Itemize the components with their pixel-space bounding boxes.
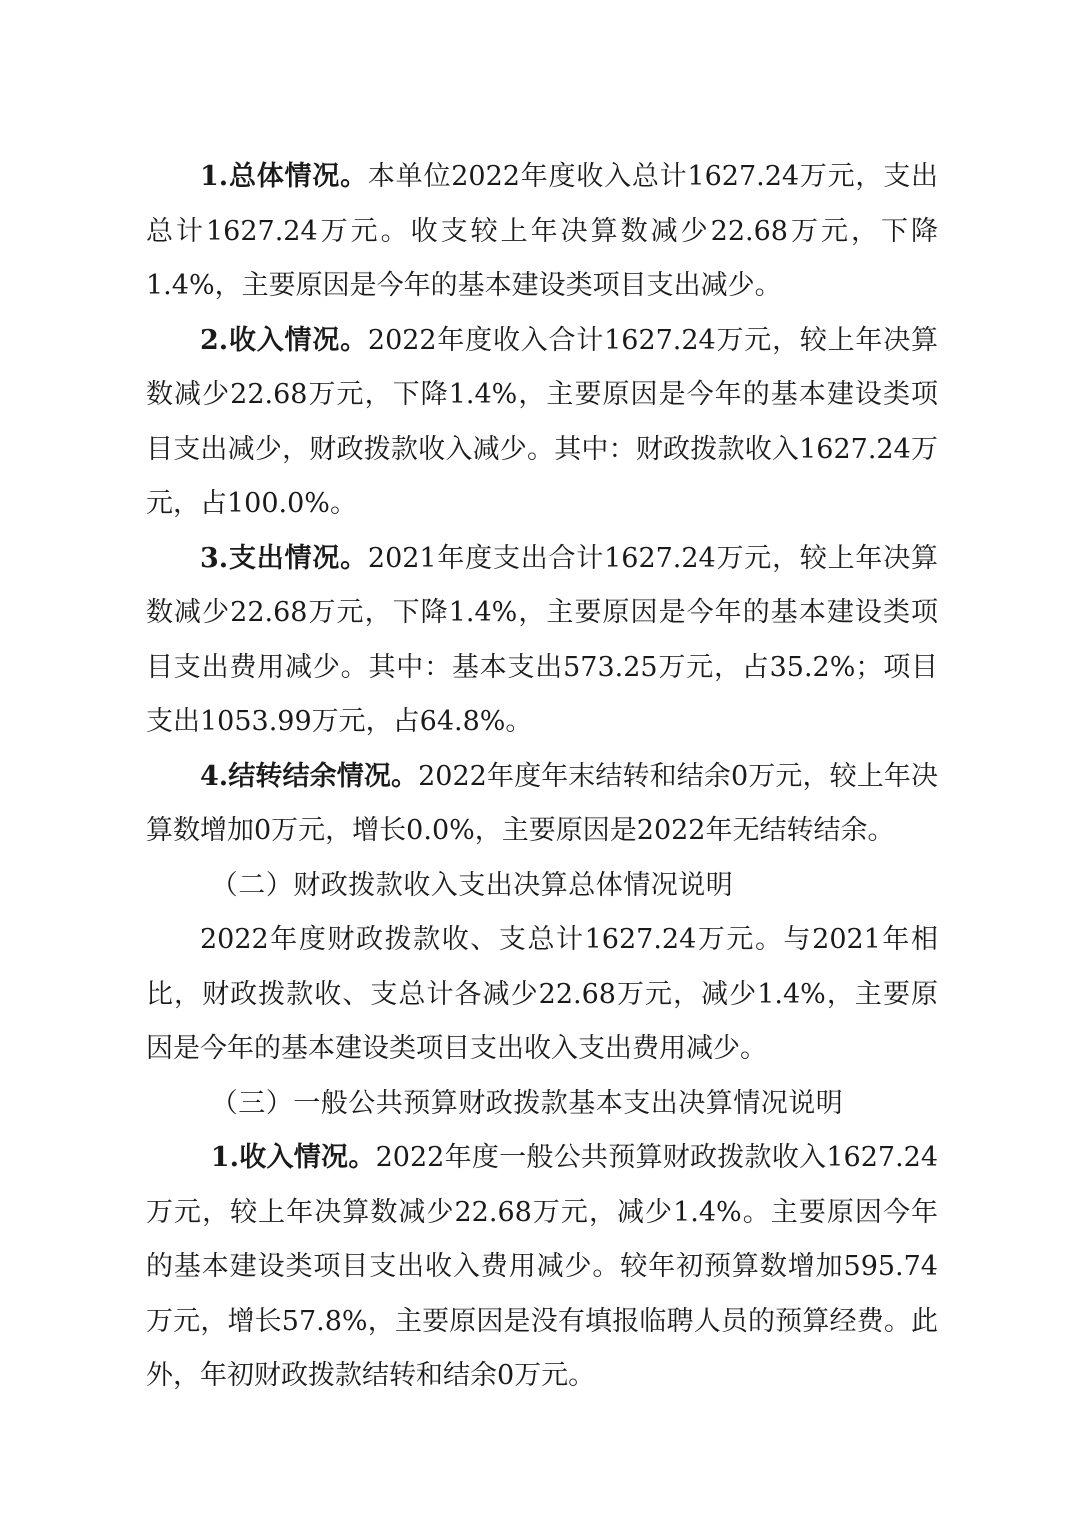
paragraph-text: 本单位2022年度收入总计1627.24万元，支出总计1627.24万元。收支较上年决算数减少22.68万元，下降1.4%，主要原因是今年的基本建设类项目支出减少。: [146, 161, 938, 301]
paragraph-text: 2022年度一般公共预算财政拨款收入1627.24万元，较上年决算数减少22.68万元，减少1.4%。主要原因今年的基本建设类项目支出收入费用减少。较年初预算数增加595.74万元，增长57.8%，主要原因是没有填报临聘人员的预算经费。此外，年初财政拨款结转和结余0万元。: [146, 1142, 939, 1391]
paragraph-income: [146, 314, 938, 532]
paragraph-general-budget-income: [146, 1131, 938, 1404]
document-page: [146, 150, 938, 1404]
paragraph-text: 2022年度年末结转和结余0万元，较上年决算数增加0万元，增长0.0%，主要原因是2022年无结转结余。: [146, 760, 939, 846]
paragraph-overall: [146, 150, 938, 314]
paragraph-text: 2022年度财政拨款收、支总计1627.24万元。与2021年相比，财政拨款收、支总计各减少22.68万元，减少1.4%，主要原因是今年的基本建设类项目支出收入支出费用减少。: [146, 924, 938, 1064]
paragraph-fiscal-overall: [146, 913, 938, 1077]
paragraph-text: 2022年度收入合计1627.24万元，较上年决算数减少22.68万元，下降1.4%，主要原因是今年的基本建设类项目支出减少，财政拨款收入减少。其中：财政拨款收入1627.24万元，占100.0%。: [146, 324, 938, 519]
paragraph-lead: 2.收入情况。: [200, 324, 368, 356]
paragraph-lead: 3.支出情况。: [200, 542, 368, 574]
section-heading-3: （三）一般公共预算财政拨款基本支出决算情况说明: [210, 1087, 844, 1119]
paragraph-text: 2021年度支出合计1627.24万元，较上年决算数减少22.68万元，下降1.4%，主要原因是今年的基本建设类项目支出费用减少。其中：基本支出573.25万元，占35.2%；项目支出1053.99万元，占64.8%。: [146, 542, 938, 737]
paragraph-lead: 4.结转结余情况。: [200, 760, 419, 792]
paragraph-carryover: [146, 750, 938, 859]
section-heading-2: （二）财政拨款收入支出决算总体情况说明: [210, 869, 734, 901]
paragraph-lead: 1.总体情况。: [200, 161, 368, 192]
paragraph-expenditure: [146, 532, 938, 750]
paragraph-lead: 1.收入情况。: [210, 1142, 376, 1173]
